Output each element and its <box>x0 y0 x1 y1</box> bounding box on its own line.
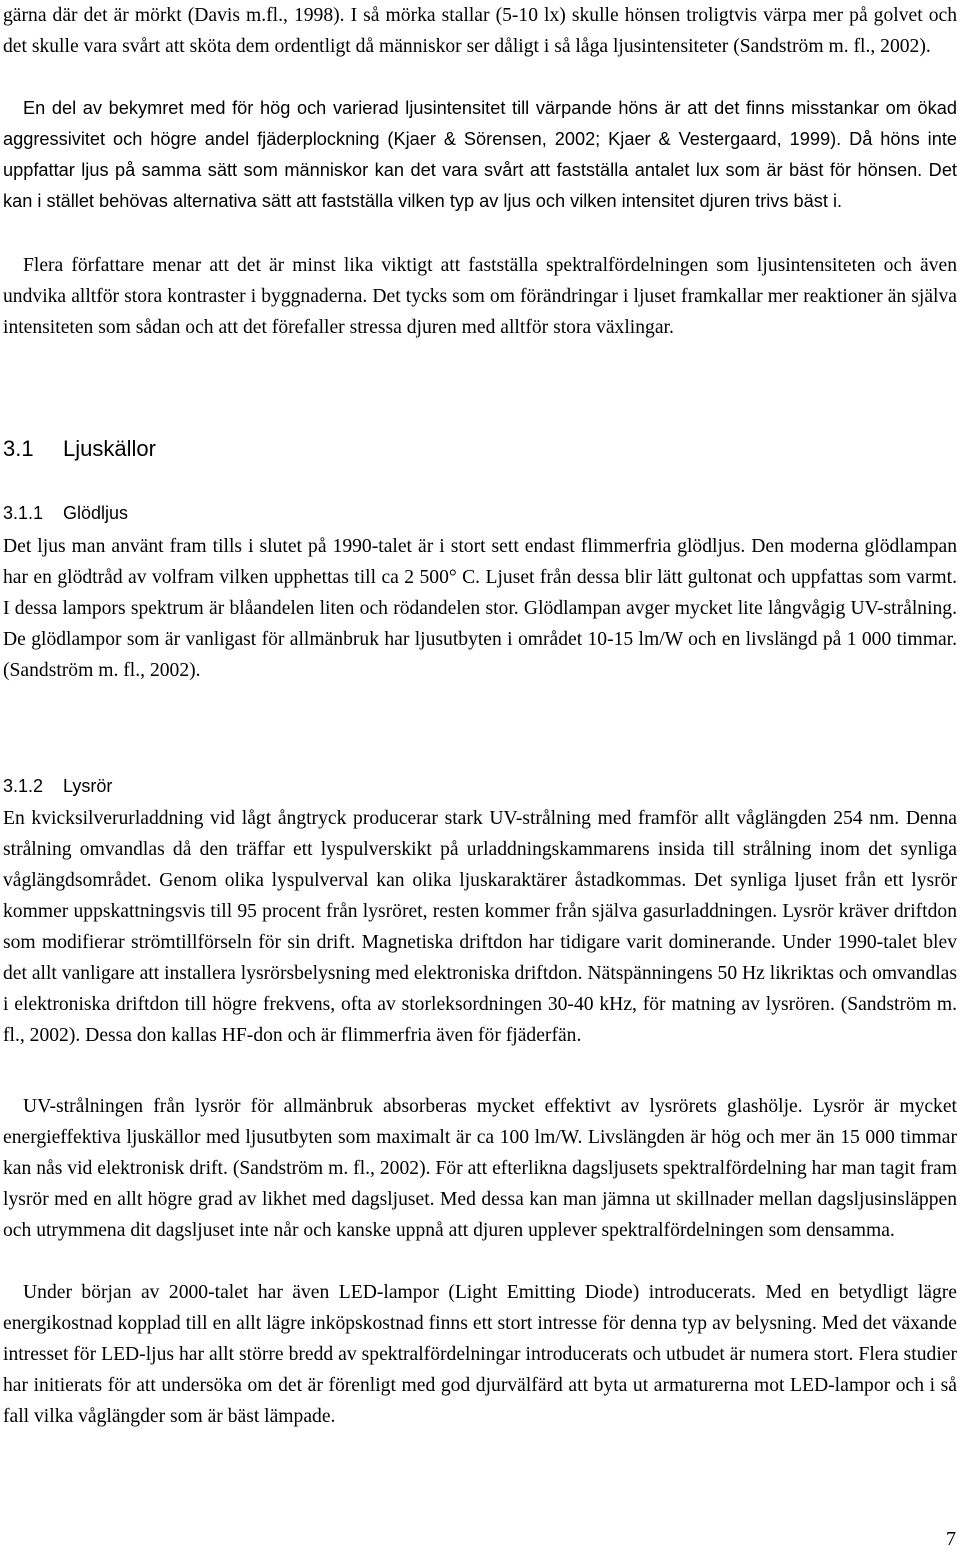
subsection-title: Lysrör <box>63 776 113 796</box>
section-heading-ljuskallor <box>3 436 156 462</box>
section-number: 3.1 <box>3 436 34 461</box>
subsection-heading-glodljus <box>3 503 128 524</box>
paragraph-led-lamps: Under början av 2000-talet har även LED-lampor (Light Emitting Diode) introducerats. Med en betydligt lägre energikostnad kopplad till en allt lägre inköpskostnad finns ett stort intresse för denna typ av belysning. Med det växande intresset för LED-ljus har allt större bredd av spektralfördelningar introducerats och utbudet är numera stort. Flera studier har initierats för att undersöka om det är förenligt med god djurvälfärd att byta ut armaturerna mot LED-lampor och i så fall vilka våglängder som är bäst lämpade. <box>3 1282 957 1427</box>
paragraph-glodljus: Det ljus man använt fram tills i slutet på 1990-talet är i stort sett endast flimmerfria glödljus. Den moderna glödlampan har en glödtråd av volfram vilken upphettas till ca 2 500° C. Ljuset från dessa blir lätt gultonat och uppfattas som varmt. I dessa lampors spektrum är blåandelen liten och rödandelen stor. Glödlampan avger mycket lite långvågig UV-strålning. De glödlampor som är vanligast för allmänbruk har ljusutbyten i området 10-15 lm/W och en livslängd på 1 000 timmar. (Sandström m. fl., 2002). <box>3 536 957 681</box>
paragraph-aggression: En del av bekymret med för hög och varierad ljusintensitet till värpande höns är att det finns misstankar om ökad aggressivitet och högre andel fjäderplockning (Kjaer & Sörensen, 2002; Kjaer & Vestergaard, 1999). Då höns inte uppfattar ljus på samma sätt som människor kan det vara svårt att fastställa antalet lux som är bäst för hönsen. Det kan i stället behövas alternativa sätt att fastställa vilken typ av ljus och vilken intensitet djuren trivs bäst i. <box>3 98 957 211</box>
section-title: Ljuskällor <box>63 436 156 461</box>
paragraph-uv-absorption: UV-strålningen från lysrör för allmänbruk absorberas mycket effektivt av lysrörets glashölje. Lysrör är mycket energieffektiva ljuskällor med ljusutbyten som maximalt är ca 100 lm/W. Livslängden är hög och mer än 15 000 timmar kan nås vid elektronisk drift. (Sandström m. fl., 2002). För att efterlikna dagsljusets spektralfördelning har man tagit fram lysrör med en allt högre grad av likhet med dagsljuset. Med dessa kan man jämna ut skillnader mellan dagsljusinsläppen och utrymmena dit dagsljuset inte når och kanske uppnå att djuren upplever spektralfördelningen som densamma. <box>3 1096 957 1241</box>
subsection-title: Glödljus <box>63 503 129 523</box>
subsection-number: 3.1.2 <box>3 776 44 796</box>
paragraph-spectral-distribution: Flera författare menar att det är minst lika viktigt att fastställa spektralfördelningen som ljusintensiteten och även undvika alltför stora kontraster i byggnaderna. Det tycks som om förändringar i ljuset framkallar mer reaktioner än själva intensiteten som sådan och att det förefaller stressa djuren med alltför stora växlingar. <box>3 255 957 338</box>
subsection-heading-lysror <box>3 776 112 797</box>
paragraph-lysror-principle: En kvicksilverurladdning vid lågt ångtryck producerar stark UV-strålning med framför allt våglängden 254 nm. Denna strålning omvandlas då den träffar ett lyspulverskikt på urladdningskammarens insida till strålning inom det synliga våglängdsområdet. Genom olika lyspulverval kan olika ljuskaraktärer åstadkommas. Det synliga ljuset från ett lysrör kommer uppskattningsvis till 95 procent från lysröret, resten kommer från själva gasurladdningen. Lysrör kräver driftdon som modifierar strömtillförseln för sin drift. Magnetiska driftdon har tidigare varit dominerande. Under 1990-talet blev det allt vanligare att installera lysrörsbelysning med elektroniska driftdon. Nätspänningens 50 Hz likriktas och omvandlas i elektroniska driftdon till högre frekvens, ofta av storleksordningen 30-40 kHz, för matning av lysrören. (Sandström m. fl., 2002). Dessa don kallas HF-don och är flimmerfria även för fjäderfän. <box>3 808 957 1046</box>
subsection-number: 3.1.1 <box>3 503 44 523</box>
paragraph-intro-continuation: gärna där det är mörkt (Davis m.fl., 1998). I så mörka stallar (5-10 lx) skulle hönsen troligtvis värpa mer på golvet och det skulle vara svårt att sköta dem ordentligt då människor ser dåligt i så låga ljusintensiteter (Sandström m. fl., 2002). <box>3 5 957 57</box>
page-number: 7 <box>946 1528 956 1550</box>
